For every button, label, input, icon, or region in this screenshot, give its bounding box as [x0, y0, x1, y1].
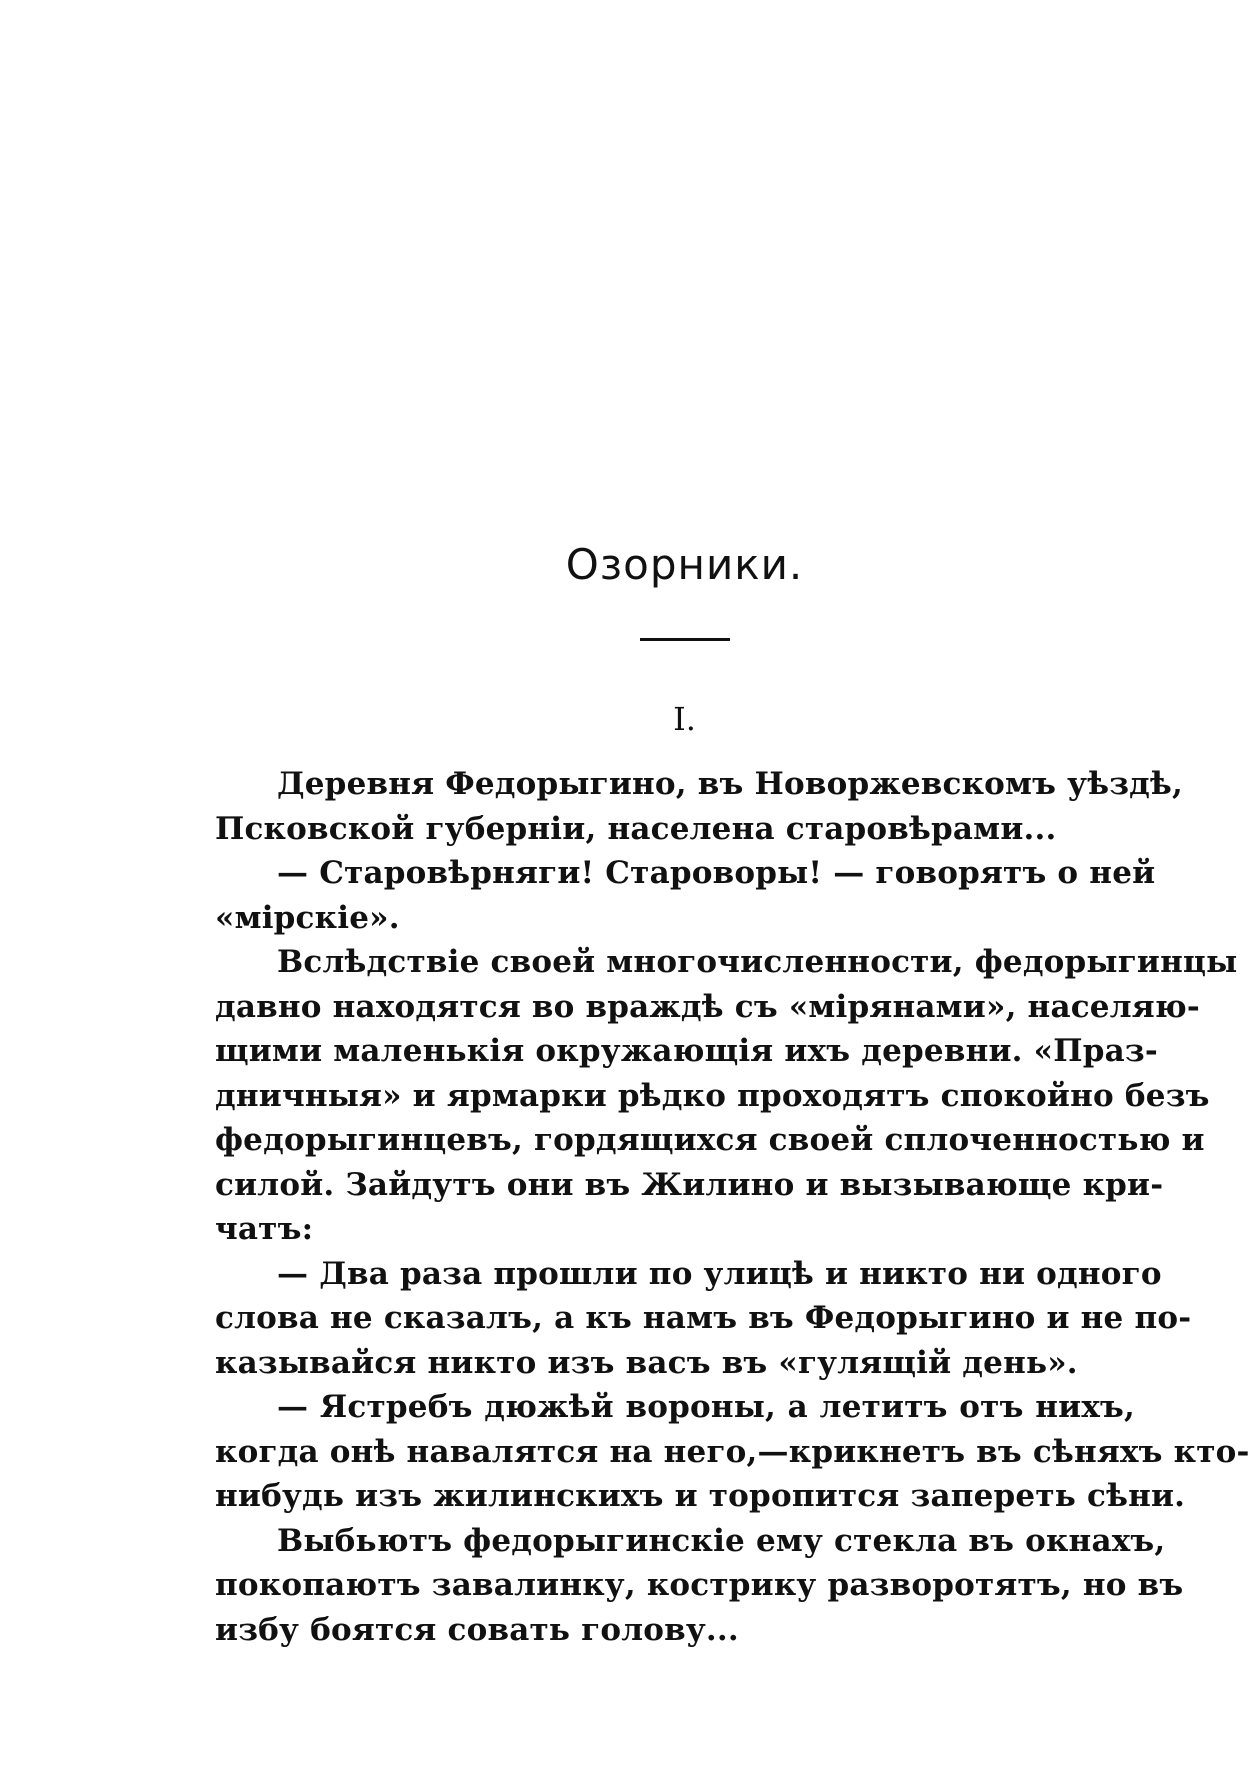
- text-line: Выбьютъ федорыгинскіе ему стекла въ окнахъ,: [277, 1522, 1166, 1559]
- text-line: — Старовѣрняги! Староворы! — говорятъ о ней: [277, 855, 1156, 891]
- text-line: Вслѣдствіе своей многочисленности, федорыгинцы: [277, 944, 1238, 980]
- text-line: силой. Зайдутъ они въ Жилино и вызывающе кри-: [215, 1166, 1164, 1203]
- text-line: покопаютъ завалинку, кострику разворотятъ, но въ: [215, 1567, 1184, 1603]
- text-line: федорыгинцевъ, гордящихся своей сплоченностью и: [215, 1122, 1205, 1158]
- text-line: Деревня Федорыгино, въ Новоржевскомъ уѣздѣ,: [277, 766, 1184, 802]
- text-line: избу боятся совать голову...: [215, 1611, 739, 1648]
- text-line: когда онѣ навалятся на него,—крикнетъ въ сѣняхъ кто-: [215, 1433, 1250, 1470]
- text-line: — Два раза прошли по улицѣ и никто ни одного: [277, 1255, 1162, 1292]
- story-title: Озорники.: [565, 540, 804, 589]
- text-line: чатъ:: [215, 1211, 314, 1247]
- text-line: «мірскіе».: [215, 899, 400, 936]
- text-line: дничныя» и ярмарки рѣдко проходятъ спокойно безъ: [215, 1077, 1210, 1114]
- text-line: щими маленькія окружающія ихъ деревни. «Праз-: [215, 1033, 1158, 1069]
- text-line: — Ястребъ дюжѣй вороны, а летитъ отъ нихъ,: [277, 1389, 1135, 1425]
- text-line: казывайся никто изъ васъ въ «гулящій день».: [215, 1344, 1078, 1381]
- chapter-number: I.: [673, 700, 696, 738]
- text-line: слова не сказалъ, а къ намъ въ Федорыгино и не по-: [215, 1300, 1192, 1336]
- story-body: [215, 762, 1250, 1652]
- title-divider: [640, 638, 730, 641]
- text-line: нибудь изъ жилинскихъ и торопится запереть сѣни.: [215, 1478, 1186, 1514]
- text-line: Псковской губерніи, населена старовѣрами...: [215, 810, 1057, 847]
- text-line: давно находятся во враждѣ съ «мірянами», населяю-: [215, 988, 1200, 1025]
